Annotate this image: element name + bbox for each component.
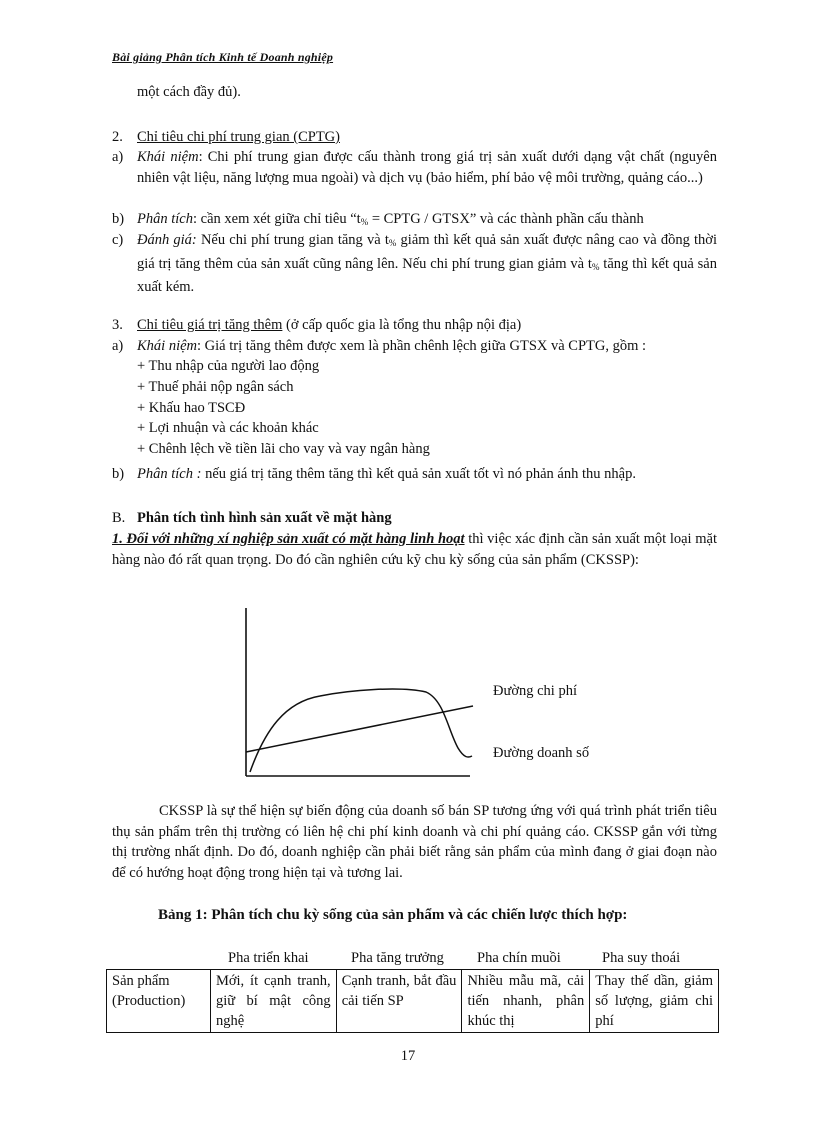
- section3-b-marker: b): [112, 466, 125, 482]
- section2-b-text-1: : cần xem xét giữa chỉ tiêu “t: [192, 211, 361, 227]
- section3-item: + Lợi nhuận và các khoản khác: [137, 420, 319, 436]
- column-header: Pha suy thoái: [602, 950, 681, 966]
- section2-c-sub-2: %: [591, 261, 600, 272]
- section2-b-label: Phân tích: [137, 211, 193, 227]
- section3-b-label: Phân tích :: [137, 466, 202, 482]
- cost-line: [246, 706, 473, 752]
- section3-item: + Thuế phải nộp ngân sách: [137, 379, 294, 395]
- section3-title-rest: (ở cấp quốc gia là tổng thu nhập nội địa): [282, 317, 522, 333]
- section2-number: 2.: [112, 129, 123, 145]
- section3-b-text: nếu giá trị tăng thêm tăng thì kết quả sản xuất tốt vì nó phản ánh thu nhập.: [201, 466, 636, 482]
- table-row: [107, 970, 719, 1033]
- section3-item: + Khấu hao TSCĐ: [137, 400, 246, 416]
- sectionB-p1-bold: 1. Đối với những xí nghiệp sản xuất có mặt hàng linh hoạt: [112, 531, 465, 547]
- section2-c-text-1: Nếu chi phí trung gian tăng và t: [196, 232, 389, 248]
- section2-c-label: Đánh giá:: [137, 232, 197, 248]
- section3-item: + Thu nhập của người lao động: [137, 358, 320, 374]
- product-life-cycle-chart: [230, 600, 490, 780]
- section3-a-text: : Giá trị tăng thêm được xem là phần chênh lệch giữa GTSX và CPTG, gồm :: [197, 338, 647, 354]
- section2-title: Chỉ tiêu chi phí trung gian (CPTG): [137, 129, 340, 145]
- column-header: Pha triển khai: [228, 950, 309, 966]
- sectionB-p1-rest: thì việc xác định cần sản xuất một loại mặt hàng nào đó rất quan trọng. Do đó cần nghiên cứu kỹ chu kỳ sống của sản phẩm (CKSSP):: [112, 531, 717, 568]
- sectionB-paragraph: [112, 529, 717, 570]
- section2-b-text-2: = CPTG / GTSX” và các thành phần cấu thành: [368, 211, 644, 227]
- sales-line: [250, 689, 472, 772]
- ckssp-paragraph: CKSSP là sự thể hiện sự biến động của doanh số bán SP tương ứng với quá trình phát triển tiêu thụ sản phẩm trên thị trường có liên hệ chi phí kinh doanh và chi phí quảng cáo. CKSSP gắn với từng thị trường nhất định. Do đó, doanh nghiệp cần phải biết rằng sản phẩm của mình đang ở giai đoạn nào để có hướng hoạt động trong hiện tại và tương lai.: [112, 803, 717, 881]
- intro-line: một cách đầy đủ).: [137, 84, 241, 100]
- table-caption: Bảng 1: Phân tích chu kỳ sống của sản phẩm và các chiến lược thích hợp:: [158, 907, 628, 923]
- section3-a-paragraph: [137, 336, 646, 356]
- section2-c-paragraph: [137, 230, 717, 298]
- column-header: Pha chín muồi: [477, 950, 561, 966]
- section3-a-marker: a): [112, 338, 124, 354]
- section2-c-text-3: tăng thì kết quả sản xuất kém.: [137, 255, 717, 296]
- section2-a-label: Khái niệm: [137, 149, 199, 165]
- table-cell: Nhiều mẫu mã, cải tiến nhanh, phân khúc thị: [462, 970, 590, 1033]
- table-cell: Thay thế dần, giảm số lượng, giảm chi phí: [590, 970, 719, 1033]
- section2-c-sub-1: %: [388, 238, 397, 248]
- sectionB-title: Phân tích tình hình sản xuất về mặt hàng: [137, 510, 392, 526]
- life-cycle-table: [106, 969, 719, 1033]
- section2-c-text-2: giảm thì kết quả sản xuất được nâng cao và đồng thời giá trị tăng thêm của sản xuất cũng nâng lên. Nếu chi phí trung gian giảm và t: [137, 232, 717, 272]
- section2-a-paragraph: [137, 147, 717, 188]
- section2-a-marker: a): [112, 149, 124, 165]
- sectionB-marker: B.: [112, 510, 126, 526]
- cost-line-label: Đường chi phí: [493, 683, 577, 699]
- section3-item: + Chênh lệch về tiền lãi cho vay và vay ngân hàng: [137, 441, 430, 457]
- table-cell: Cạnh tranh, bắt đầu cải tiến SP: [336, 970, 462, 1033]
- section3-a-label: Khái niệm: [137, 338, 198, 354]
- row-label: Sản phẩm (Production): [107, 970, 211, 1033]
- sales-line-label: Đường doanh số: [493, 745, 590, 761]
- section3-title-underlined: Chỉ tiêu giá trị tăng thêm: [137, 317, 283, 333]
- section2-c-marker: c): [112, 232, 124, 248]
- page-header: Bài giảng Phân tích Kinh tế Doanh nghiệp: [112, 50, 334, 64]
- section3-b-paragraph: [137, 464, 636, 484]
- section2-b-marker: b): [112, 211, 125, 227]
- page-number: 17: [400, 1048, 416, 1064]
- column-header: Pha tăng trưởng: [351, 950, 444, 966]
- section2-b-paragraph: [137, 209, 644, 232]
- section3-number: 3.: [112, 317, 123, 333]
- section2-a-text: : Chi phí trung gian được cấu thành trong giá trị sản xuất dưới dạng vật chất (nguyên nhiên vật liệu, năng lượng mua ngoài) và dịch vụ (bảo hiểm, phí bảo vệ môi trường, quảng cáo...): [137, 149, 717, 186]
- section2-b-sub: %: [360, 217, 369, 227]
- section3-title: [137, 315, 521, 335]
- table-cell: Mới, ít cạnh tranh, giữ bí mật công nghệ: [210, 970, 336, 1033]
